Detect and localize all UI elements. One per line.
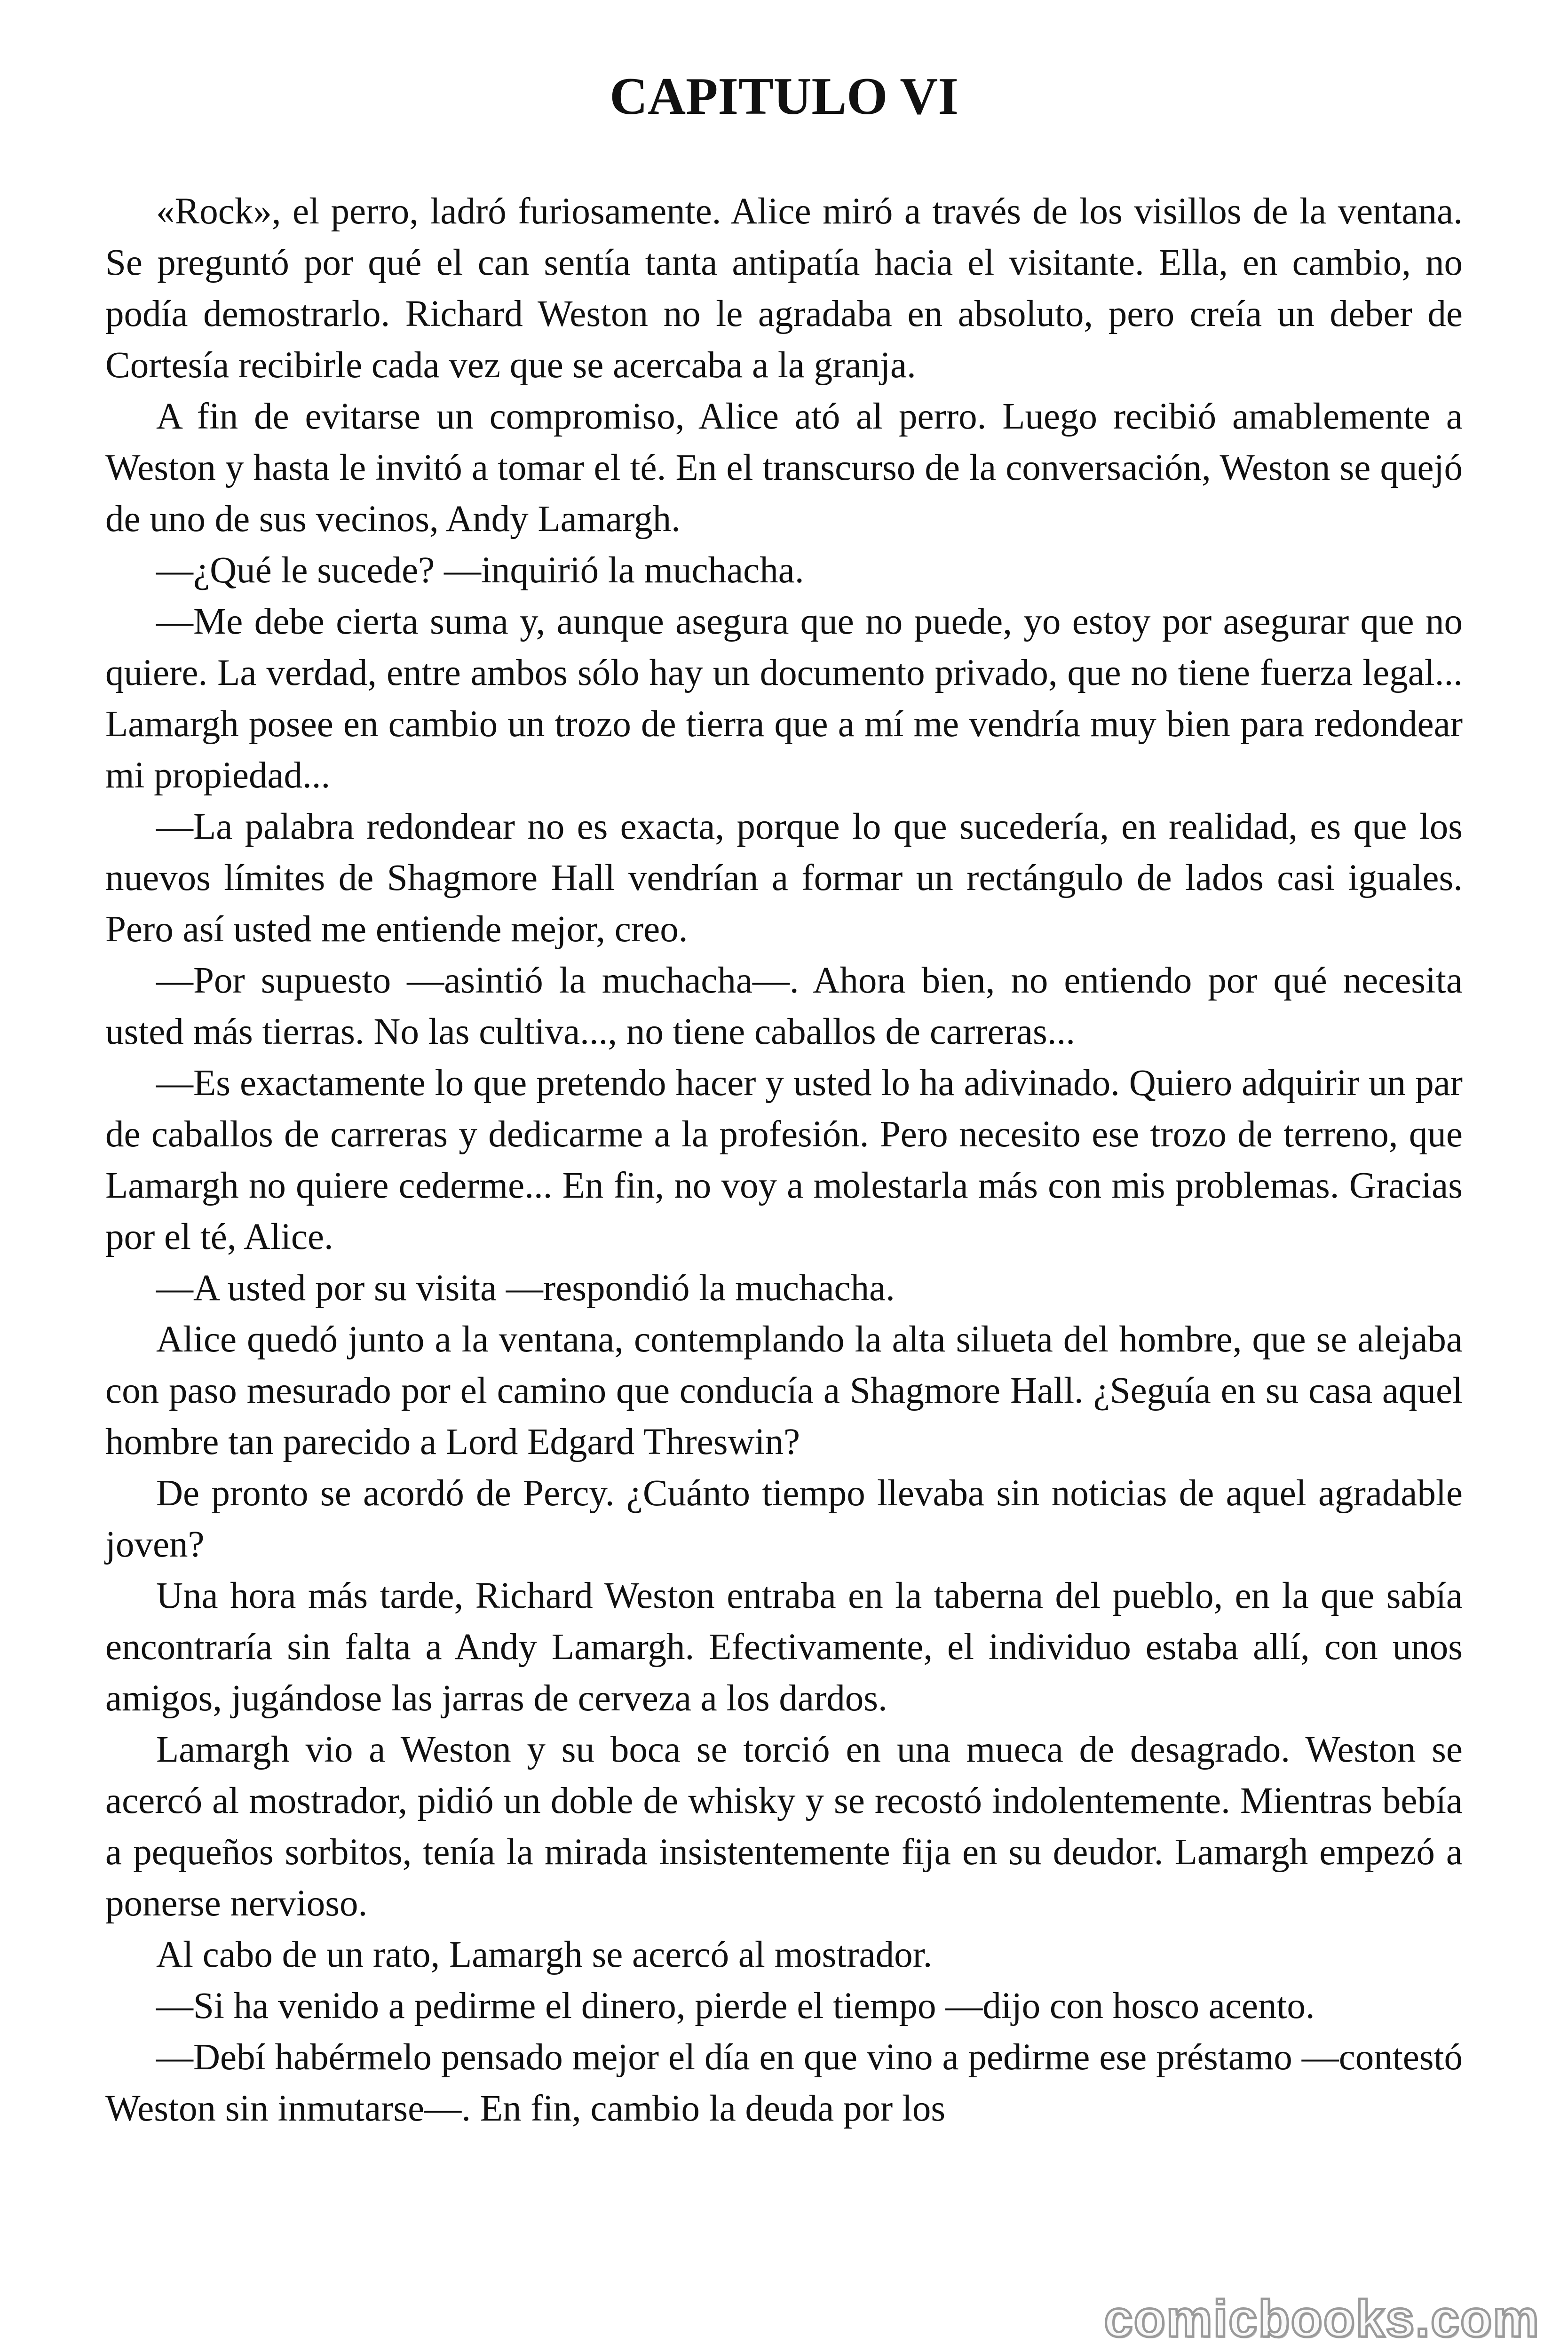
chapter-body	[105, 186, 1463, 2134]
paragraph: —Me debe cierta suma y, aunque asegura que no puede, yo estoy por asegurar que no quiere. La verdad, entre ambos sólo hay un documento privado, que no tiene fuerza legal... Lamargh posee en cambio un trozo de tierra que a mí me vendría muy bien para redondear mi propiedad...	[105, 601, 1463, 796]
paragraph: Alice quedó junto a la ventana, contemplando la alta silueta del hombre, que se alejaba con paso mesurado por el camino que conducía a Shagmore Hall. ¿Seguía en su casa aquel hombre tan parecido a Lord Edgard Threswin?	[105, 1319, 1463, 1462]
paragraph: Al cabo de un rato, Lamargh se acercó al mostrador.	[156, 1934, 933, 1975]
paragraph: —A usted por su visita —respondió la muchacha.	[156, 1268, 895, 1309]
paragraph: Lamargh vio a Weston y su boca se torció en una mueca de desagrado. Weston se acercó al mostrador, pidió un doble de whisky y se recostó indolentemente. Mientras bebía a pequeños sorbitos, tenía la mirada insistentemente fija en su deudor. Lamargh empezó a ponerse nervioso.	[105, 1729, 1463, 1924]
paragraph: —Si ha venido a pedirme el dinero, pierde el tiempo —dijo con hosco acento.	[156, 1986, 1315, 2026]
paragraph: Una hora más tarde, Richard Weston entraba en la taberna del pueblo, en la que sabía encontraría sin falta a Andy Lamargh. Efectivamente, el individuo estaba allí, con unos amigos, jugándose las jarras de cerveza a los dardos.	[105, 1575, 1463, 1719]
chapter-title: CAPITULO VI	[610, 67, 958, 126]
paragraph: —La palabra redondear no es exacta, porque lo que sucedería, en realidad, es que los nuevos límites de Shagmore Hall vendrían a formar un rectángulo de lados casi iguales. Pero así usted me entiende mejor, creo.	[105, 806, 1463, 950]
paragraph: —¿Qué le sucede? —inquirió la muchacha.	[156, 550, 804, 591]
paragraph: —Es exactamente lo que pretendo hacer y usted lo ha adivinado. Quiero adquirir un par de caballos de carreras y dedicarme a la profesión. Pero necesito ese trozo de terreno, que Lamargh no quiere cederme... En fin, no voy a molestarla más con mis problemas. Gracias por el té, Alice.	[105, 1063, 1463, 1257]
paragraph: —Por supuesto —asintió la muchacha—. Ahora bien, no entiendo por qué necesita usted más tierras. No las cultiva..., no tiene caballos de carreras...	[105, 960, 1463, 1052]
paragraph: A fin de evitarse un compromiso, Alice ató al perro. Luego recibió amablemente a Weston y hasta le invitó a tomar el té. En el transcurso de la conversación, Weston se quejó de uno de sus vecinos, Andy Lamargh.	[105, 396, 1463, 540]
paragraph: De pronto se acordó de Percy. ¿Cuánto tiempo llevaba sin noticias de aquel agradable joven?	[105, 1473, 1463, 1565]
paragraph: —Debí habérmelo pensado mejor el día en que vino a pedirme ese préstamo —contestó Weston sin inmutarse—. En fin, cambio la deuda por los	[105, 2037, 1463, 2129]
watermark: comicbooks.com	[1104, 2290, 1540, 2348]
paragraph: «Rock», el perro, ladró furiosamente. Alice miró a través de los visillos de la ventana. Se preguntó por qué el can sentía tanta antipatía hacia el visitante. Ella, en cambio, no podía demostrarlo. Richard Weston no le agradaba en absoluto, pero creía un deber de Cortesía recibirle cada vez que se acercaba a la granja.	[105, 191, 1463, 386]
